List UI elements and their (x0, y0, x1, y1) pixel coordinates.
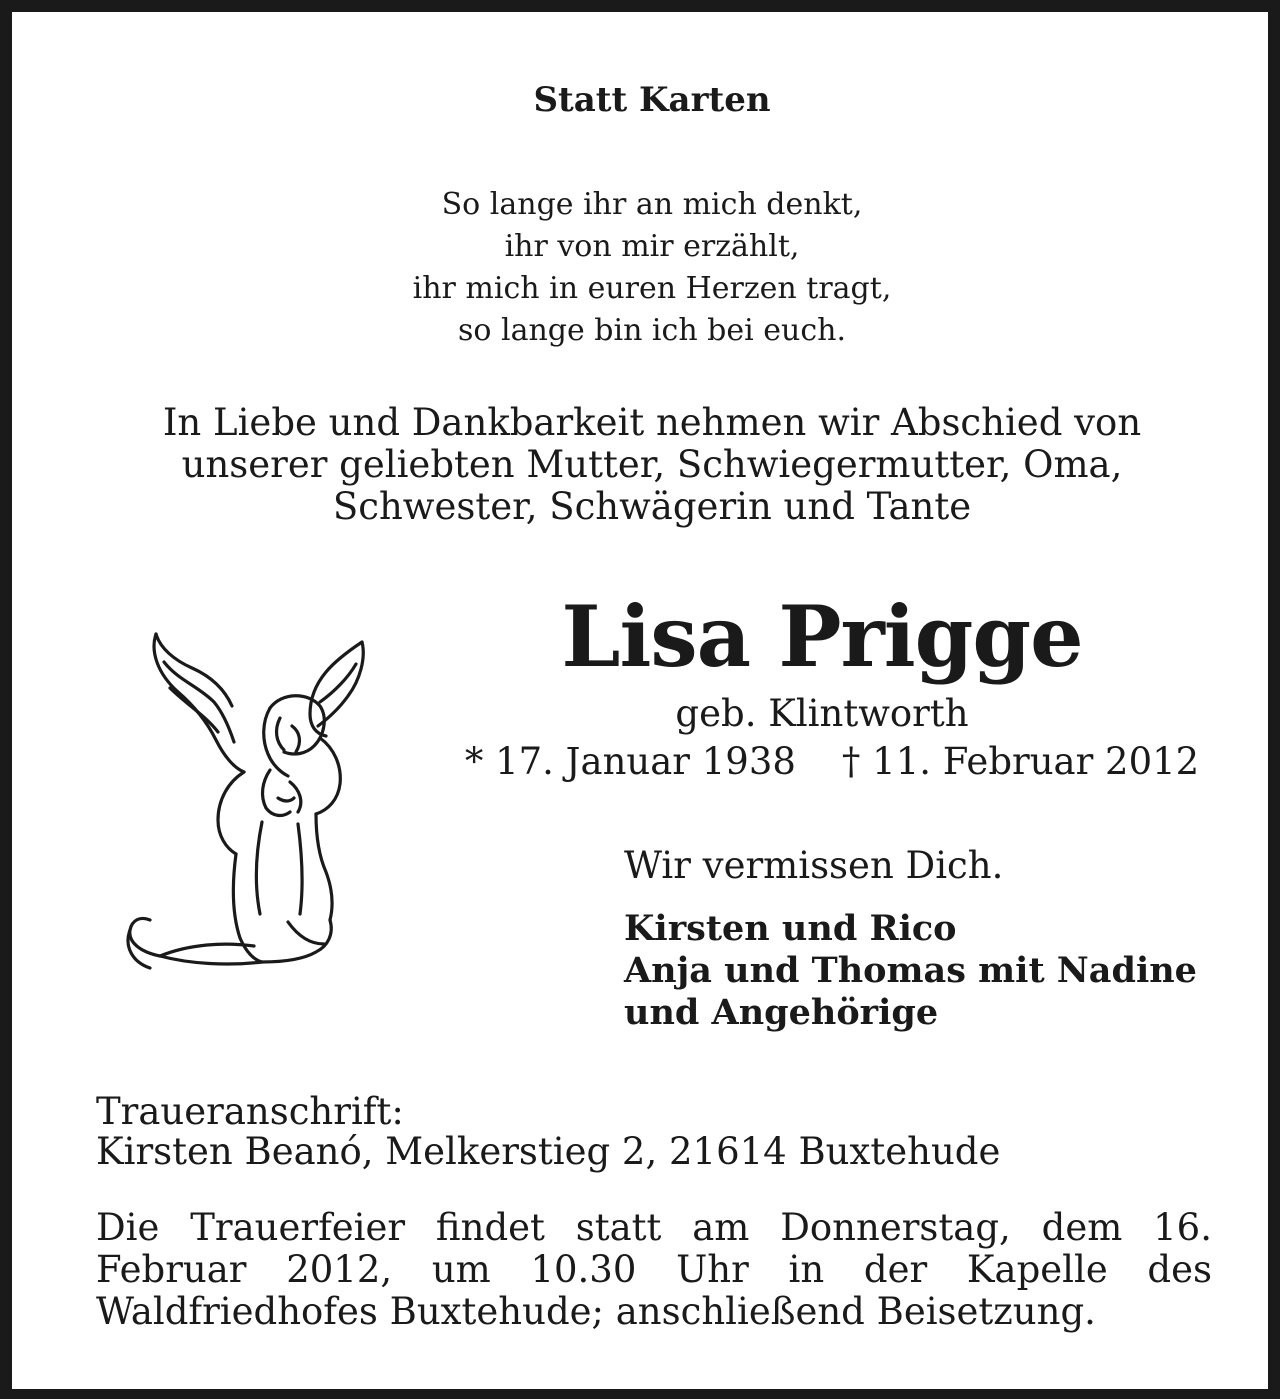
poem (12, 184, 1280, 352)
angel-icon (120, 622, 380, 1002)
address-label: Traueranschrift: (96, 1090, 404, 1133)
address-line: Kirsten Beanó, Melkerstieg 2, 21614 Buxtehude (96, 1130, 1001, 1173)
poem-line: ihr von mir erzählt, (504, 229, 800, 264)
poem-line: so lange bin ich bei euch. (457, 313, 847, 348)
life-dates (442, 740, 1222, 783)
family-line: und Angehörige (624, 992, 939, 1033)
miss-text: Wir vermissen Dich. (624, 844, 1004, 887)
birth-date: * 17. Januar 1938 (464, 740, 796, 783)
family-line: Kirsten und Rico (624, 908, 957, 949)
poem-line: ihr mich in euren Herzen tragt, (412, 271, 892, 306)
death-date: † 11. Februar 2012 (841, 740, 1200, 783)
deceased-name: Lisa Prigge (561, 587, 1083, 686)
intro-line: unserer geliebten Mutter, Schwiegermutter, Oma, (181, 443, 1123, 486)
condolence-address (96, 1092, 1216, 1172)
birth-name: geb. Klintworth (675, 692, 969, 735)
poem-line: So lange ihr an mich denkt, (441, 187, 863, 222)
family-signatures (624, 908, 1244, 1034)
service-details: Die Trauerfeier findet statt am Donnerstag, dem 16. Februar 2012, um 10.30 Uhr in der Kapelle des Waldfriedhofes Buxtehude; anschließend Beisetzung. (96, 1206, 1212, 1333)
intro-text (72, 402, 1232, 528)
heading: Statt Karten (533, 80, 771, 120)
intro-line: Schwester, Schwägerin und Tante (332, 485, 972, 528)
family-line: Anja und Thomas mit Nadine (624, 950, 1197, 991)
intro-line: In Liebe und Dankbarkeit nehmen wir Abschied von (162, 401, 1142, 444)
